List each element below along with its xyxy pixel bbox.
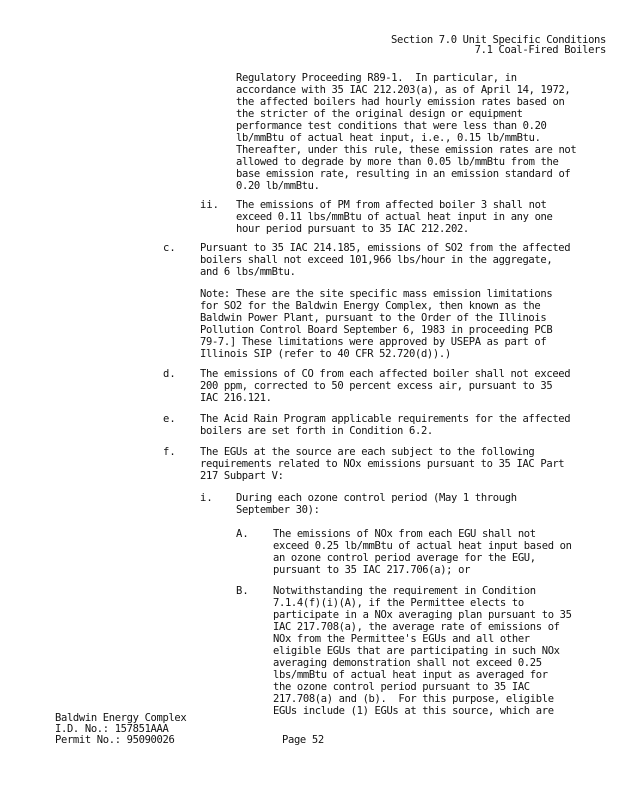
text-line: 200 ppm, corrected to 50 percent excess air, pursuant to 35 <box>200 380 553 392</box>
item-label: e. <box>163 413 176 425</box>
text-line: pursuant to 35 IAC 217.706(a); or <box>273 564 471 576</box>
footer-facility: Baldwin Energy Complex <box>55 712 187 724</box>
text-line: 7.1.4(f)(i)(A), if the Permittee elects to <box>273 597 524 609</box>
text-line: Note: These are the site specific mass emission limitations <box>200 288 553 300</box>
text-line: allowed to degrade by more than 0.05 lb/mmBtu from the <box>236 156 559 168</box>
text-line: hour period pursuant to 35 IAC 212.202. <box>236 223 469 235</box>
text-line: IAC 216.121. <box>200 392 272 404</box>
text-line: exceed 0.25 lb/mmBtu of actual heat input based on <box>273 540 572 552</box>
text-line: boilers are set forth in Condition 6.2. <box>200 425 433 437</box>
text-line: 217 Subpart V: <box>200 470 284 482</box>
footer-permit: Permit No.: 95090026 <box>55 734 175 746</box>
text-line: Notwithstanding the requirement in Condition <box>273 585 536 597</box>
text-line: the ozone control period pursuant to 35 IAC <box>273 681 530 693</box>
text-line: 0.20 lb/mmBtu. <box>236 180 320 192</box>
item-label: c. <box>163 242 176 254</box>
text-line: boilers shall not exceed 101,966 lbs/hour in the aggregate, <box>200 254 553 266</box>
text-line: base emission rate, resulting in an emission standard of <box>236 168 571 180</box>
text-line: 79-7.] These limitations were approved by USEPA as part of <box>200 336 547 348</box>
item-label: A. <box>236 528 249 540</box>
text-line: Thereafter, under this rule, these emission rates are not <box>236 144 577 156</box>
text-line: lb/mmBtu of actual heat input, i.e., 0.15 lb/mmBtu. <box>236 132 541 144</box>
text-line: The EGUs at the source are each subject to the following <box>200 446 535 458</box>
header-section-title: Section 7.0 Unit Specific Conditions <box>391 34 606 46</box>
text-line: During each ozone control period (May 1 through <box>236 492 517 504</box>
item-label: d. <box>163 368 176 380</box>
header-subsection-title: 7.1 Coal-Fired Boilers <box>474 44 606 56</box>
text-line: The Acid Rain Program applicable requirements for the affected <box>200 413 571 425</box>
text-line: IAC 217.708(a), the average rate of emissions of <box>273 621 560 633</box>
footer-id: I.D. No.: 157851AAA <box>55 723 169 735</box>
text-line: participate in a NOx averaging plan pursuant to 35 <box>273 609 572 621</box>
item-label: B. <box>236 585 249 597</box>
text-line: the affected boilers had hourly emission rates based on <box>236 96 565 108</box>
text-line: NOx from the Permittee's EGUs and all other <box>273 633 530 645</box>
text-line: The emissions of NOx from each EGU shall not <box>273 528 536 540</box>
text-line: exceed 0.11 lbs/mmBtu of actual heat input in any one <box>236 211 553 223</box>
text-line: the stricter of the original design or equipment <box>236 108 523 120</box>
text-line: lbs/mmBtu of actual heat input as averaged for <box>273 669 548 681</box>
text-line: an ozone control period average for the EGU, <box>273 552 536 564</box>
text-line: performance test conditions that were less than 0.20 <box>236 120 547 132</box>
text-line: and 6 lbs/mmBtu. <box>200 266 296 278</box>
text-line: Pollution Control Board September 6, 1983 in proceeding PCB <box>200 324 553 336</box>
footer-page-number: Page 52 <box>282 734 324 746</box>
text-line: averaging demonstration shall not exceed 0.25 <box>273 657 542 669</box>
text-line: September 30): <box>236 504 320 516</box>
text-line: Regulatory Proceeding R89-1. In particular, in <box>236 72 517 84</box>
text-line: 217.708(a) and (b). For this purpose, eligible <box>273 693 554 705</box>
item-label: i. <box>200 492 213 504</box>
text-line: for SO2 for the Baldwin Energy Complex, then known as the <box>200 300 541 312</box>
text-line: EGUs include (1) EGUs at this source, which are <box>273 705 554 717</box>
text-line: accordance with 35 IAC 212.203(a), as of April 14, 1972, <box>236 84 571 96</box>
text-line: Baldwin Power Plant, pursuant to the Order of the Illinois <box>200 312 547 324</box>
text-line: eligible EGUs that are participating in such NOx <box>273 645 560 657</box>
text-line: Illinois SIP (refer to 40 CFR 52.720(d)).) <box>200 348 451 360</box>
text-line: The emissions of CO from each affected boiler shall not exceed <box>200 368 571 380</box>
text-line: The emissions of PM from affected boiler 3 shall not <box>236 199 547 211</box>
text-line: Pursuant to 35 IAC 214.185, emissions of SO2 from the affected <box>200 242 571 254</box>
item-label: f. <box>163 446 176 458</box>
text-line: requirements related to NOx emissions pursuant to 35 IAC Part <box>200 458 565 470</box>
item-label: ii. <box>200 199 219 211</box>
